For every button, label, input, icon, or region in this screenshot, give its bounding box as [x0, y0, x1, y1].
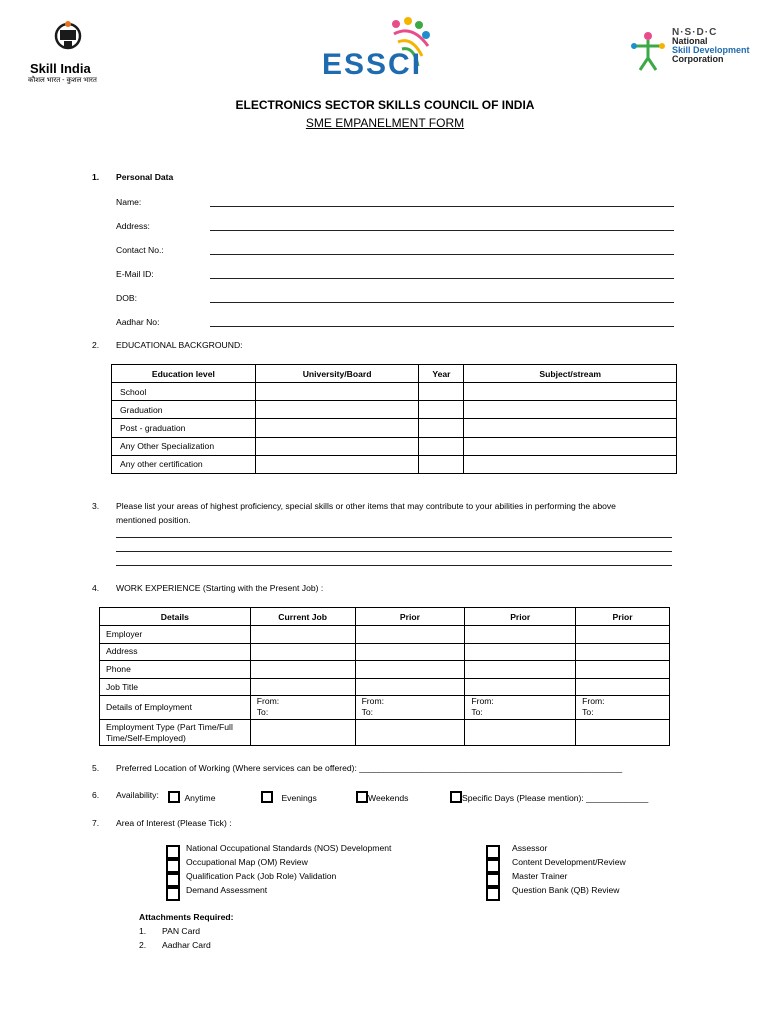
attachment-num-1: 1.	[139, 926, 147, 936]
page-subtitle	[0, 116, 770, 130]
edu-input-cell[interactable]	[419, 383, 464, 401]
edu-header-university: University/Board	[255, 365, 419, 383]
from-label: From:	[256, 696, 280, 707]
edu-input-cell[interactable]	[419, 455, 464, 473]
table-row	[112, 437, 677, 455]
specific-days-label: Specific Days (Please mention): _____________	[462, 793, 649, 803]
edu-input-cell[interactable]	[419, 419, 464, 437]
edu-level-cell: Post - graduation	[112, 419, 256, 437]
from-label: From:	[582, 696, 605, 707]
page-title: ELECTRONICS SECTOR SKILLS COUNCIL OF INDIA	[235, 98, 535, 112]
work-input-cell[interactable]	[465, 720, 576, 746]
work-input-cell[interactable]	[576, 696, 670, 720]
table-row	[112, 401, 677, 419]
work-input-cell[interactable]	[355, 696, 465, 720]
essci-logo	[318, 16, 458, 86]
edu-input-cell[interactable]	[419, 437, 464, 455]
section2-title: EDUCATIONAL BACKGROUND:	[116, 340, 243, 350]
nsdc-line2: Skill Development	[672, 45, 750, 55]
anytime-checkbox[interactable]	[168, 791, 180, 803]
edu-input-cell[interactable]	[464, 437, 677, 455]
skill-india-logo	[24, 18, 114, 82]
edu-header-year: Year	[419, 365, 464, 383]
personal-field-input[interactable]	[210, 326, 674, 327]
work-input-cell[interactable]	[576, 626, 670, 644]
work-input-cell[interactable]	[576, 720, 670, 746]
interest-option-label: National Occupational Standards (NOS) Development	[186, 843, 392, 853]
table-row	[112, 383, 677, 401]
work-input-cell[interactable]	[355, 678, 465, 696]
section3-num: 3.	[92, 501, 100, 511]
work-header-prior-3: Prior	[576, 608, 670, 626]
edu-level-cell: Any other certification	[112, 455, 256, 473]
edu-input-cell[interactable]	[255, 419, 419, 437]
attachment-label-2: Aadhar Card	[162, 940, 211, 950]
personal-field-label: Address:	[116, 221, 150, 231]
edu-header-level: Education level	[112, 365, 256, 383]
nsdc-emblem-icon	[626, 28, 670, 72]
work-input-cell[interactable]	[355, 661, 465, 679]
interest-option-label: Assessor	[512, 843, 548, 853]
nsdc-line3: Corporation	[672, 54, 724, 64]
attachment-label-1: PAN Card	[162, 926, 201, 936]
table-row	[100, 720, 670, 746]
skill-india-hindi-text: कौशल भारत - कुशल भारत	[28, 77, 97, 84]
personal-field-input[interactable]	[210, 206, 674, 207]
weekends-checkbox[interactable]	[356, 791, 368, 803]
personal-field-input[interactable]	[210, 254, 674, 255]
work-input-cell[interactable]	[576, 678, 670, 696]
interest-option-label: Master Trainer	[512, 871, 568, 881]
availability-weekends[interactable]	[356, 788, 408, 806]
section1-title: Personal Data	[116, 172, 174, 182]
table-row	[112, 455, 677, 473]
section7-title: Area of Interest (Please Tick) :	[116, 818, 232, 828]
subtitle-text: SME EMPANELMENT FORM	[305, 116, 465, 130]
interest-checkbox[interactable]	[486, 845, 500, 859]
section5-num: 5.	[92, 763, 100, 773]
section1-num: 1.	[92, 172, 100, 182]
to-label: To:	[361, 707, 374, 718]
work-input-cell[interactable]	[355, 720, 465, 746]
work-header-current: Current Job	[250, 608, 355, 626]
evenings-label: Evenings	[281, 793, 317, 803]
work-header-prior-1: Prior	[355, 608, 465, 626]
edu-input-cell[interactable]	[464, 419, 677, 437]
interest-checkbox[interactable]	[166, 845, 180, 859]
skill-india-text: Skill India	[30, 61, 91, 76]
edu-level-cell: Graduation	[112, 401, 256, 419]
table-row	[100, 661, 670, 679]
interest-checkbox[interactable]	[166, 887, 180, 901]
interest-option-label: Demand Assessment	[186, 885, 268, 895]
work-input-cell[interactable]	[465, 643, 576, 661]
personal-field-input[interactable]	[210, 230, 674, 231]
edu-input-cell[interactable]	[464, 383, 677, 401]
work-detail-cell: Job Title	[100, 678, 251, 696]
interest-checkbox[interactable]	[486, 873, 500, 887]
work-experience-table	[99, 607, 670, 746]
section3-answer-line-3[interactable]	[116, 565, 672, 566]
section5-text: Preferred Location of Working (Where services can be offered): _______________________________________________________	[116, 763, 623, 773]
work-input-cell[interactable]	[355, 643, 465, 661]
table-row	[100, 643, 670, 661]
work-input-cell[interactable]	[355, 626, 465, 644]
edu-input-cell[interactable]	[419, 401, 464, 419]
work-input-cell[interactable]	[576, 661, 670, 679]
work-input-cell[interactable]	[465, 678, 576, 696]
personal-field-label: DOB:	[116, 293, 138, 303]
work-input-cell[interactable]	[250, 626, 355, 644]
section3-text2: mentioned position.	[116, 515, 191, 525]
attachment-num-2: 2.	[139, 940, 147, 950]
personal-field-input[interactable]	[210, 278, 674, 279]
from-label: From:	[471, 696, 494, 707]
work-header-prior-2: Prior	[465, 608, 576, 626]
interest-option-label: Qualification Pack (Job Role) Validation	[186, 871, 337, 881]
interest-checkbox[interactable]	[166, 873, 180, 887]
edu-input-cell[interactable]	[255, 401, 419, 419]
work-detail-cell: Address	[100, 643, 251, 661]
work-input-cell[interactable]	[250, 696, 355, 720]
skill-india-emblem-icon	[24, 18, 114, 58]
edu-input-cell[interactable]	[464, 455, 677, 473]
table-row	[112, 419, 677, 437]
specific-days-checkbox[interactable]	[450, 791, 462, 803]
section7-num: 7.	[92, 818, 100, 828]
weekends-label: Weekends	[368, 793, 409, 803]
edu-input-cell[interactable]	[255, 383, 419, 401]
interest-checkbox[interactable]	[486, 887, 500, 901]
section2-num: 2.	[92, 340, 100, 350]
essci-text: ESSCI	[322, 48, 423, 81]
work-detail-cell: Employer	[100, 626, 251, 644]
interest-option-label: Occupational Map (OM) Review	[186, 857, 308, 867]
work-input-cell[interactable]	[465, 696, 576, 720]
evenings-checkbox[interactable]	[261, 791, 273, 803]
personal-field-label: Contact No.:	[116, 245, 164, 255]
personal-field-input[interactable]	[210, 302, 674, 303]
education-table	[111, 364, 677, 474]
work-detail-cell: Details of Employment	[100, 696, 251, 720]
availability-anytime[interactable]	[168, 788, 216, 806]
section4-num: 4.	[92, 583, 100, 593]
work-input-cell[interactable]	[250, 720, 355, 746]
edu-input-cell[interactable]	[255, 455, 419, 473]
interest-checkbox[interactable]	[486, 859, 500, 873]
from-label: From:	[361, 696, 384, 707]
to-label: To:	[582, 707, 594, 718]
edu-level-cell: Any Other Specialization	[112, 437, 256, 455]
edu-header-subject: Subject/stream	[464, 365, 677, 383]
section3-answer-line-1[interactable]	[116, 537, 672, 538]
work-detail-cell: Employment Type (Part Time/Full Time/Self-Employed)	[100, 720, 251, 746]
edu-input-cell[interactable]	[464, 401, 677, 419]
availability-label: Availability:	[116, 790, 159, 800]
work-input-cell[interactable]	[576, 643, 670, 661]
nsdc-abbr: N·S·D·C	[672, 27, 718, 38]
table-row	[100, 696, 670, 720]
section3-answer-line-2[interactable]	[116, 551, 672, 552]
availability-specific[interactable]	[450, 788, 648, 806]
work-input-cell[interactable]	[250, 643, 355, 661]
table-row	[100, 626, 670, 644]
edu-level-cell: School	[112, 383, 256, 401]
work-input-cell[interactable]	[465, 661, 576, 679]
work-input-cell[interactable]	[250, 678, 355, 696]
table-row	[100, 678, 670, 696]
section6-num: 6.	[92, 790, 100, 800]
attachments-title: Attachments Required:	[139, 912, 234, 922]
work-input-cell[interactable]	[465, 626, 576, 644]
anytime-label: Anytime	[184, 793, 216, 803]
work-input-cell[interactable]	[250, 661, 355, 679]
work-detail-cell: Phone	[100, 661, 251, 679]
edu-input-cell[interactable]	[255, 437, 419, 455]
section4-title: WORK EXPERIENCE (Starting with the Present Job) :	[116, 583, 324, 593]
personal-field-label: E-Mail ID:	[116, 269, 154, 279]
personal-field-label: Aadhar No:	[116, 317, 160, 327]
interest-option-label: Content Development/Review	[512, 857, 626, 867]
availability-evenings[interactable]	[261, 788, 317, 806]
personal-field-label: Name:	[116, 197, 142, 207]
to-label: To:	[471, 707, 483, 718]
interest-checkbox[interactable]	[166, 859, 180, 873]
work-header-details: Details	[100, 608, 251, 626]
to-label: To:	[256, 707, 269, 718]
section3-text1: Please list your areas of highest proficiency, special skills or other items that may contribute to your abilities in performing the above	[116, 501, 616, 511]
interest-option-label: Question Bank (QB) Review	[512, 885, 620, 895]
nsdc-logo	[626, 28, 762, 74]
nsdc-line1: National	[672, 36, 708, 46]
